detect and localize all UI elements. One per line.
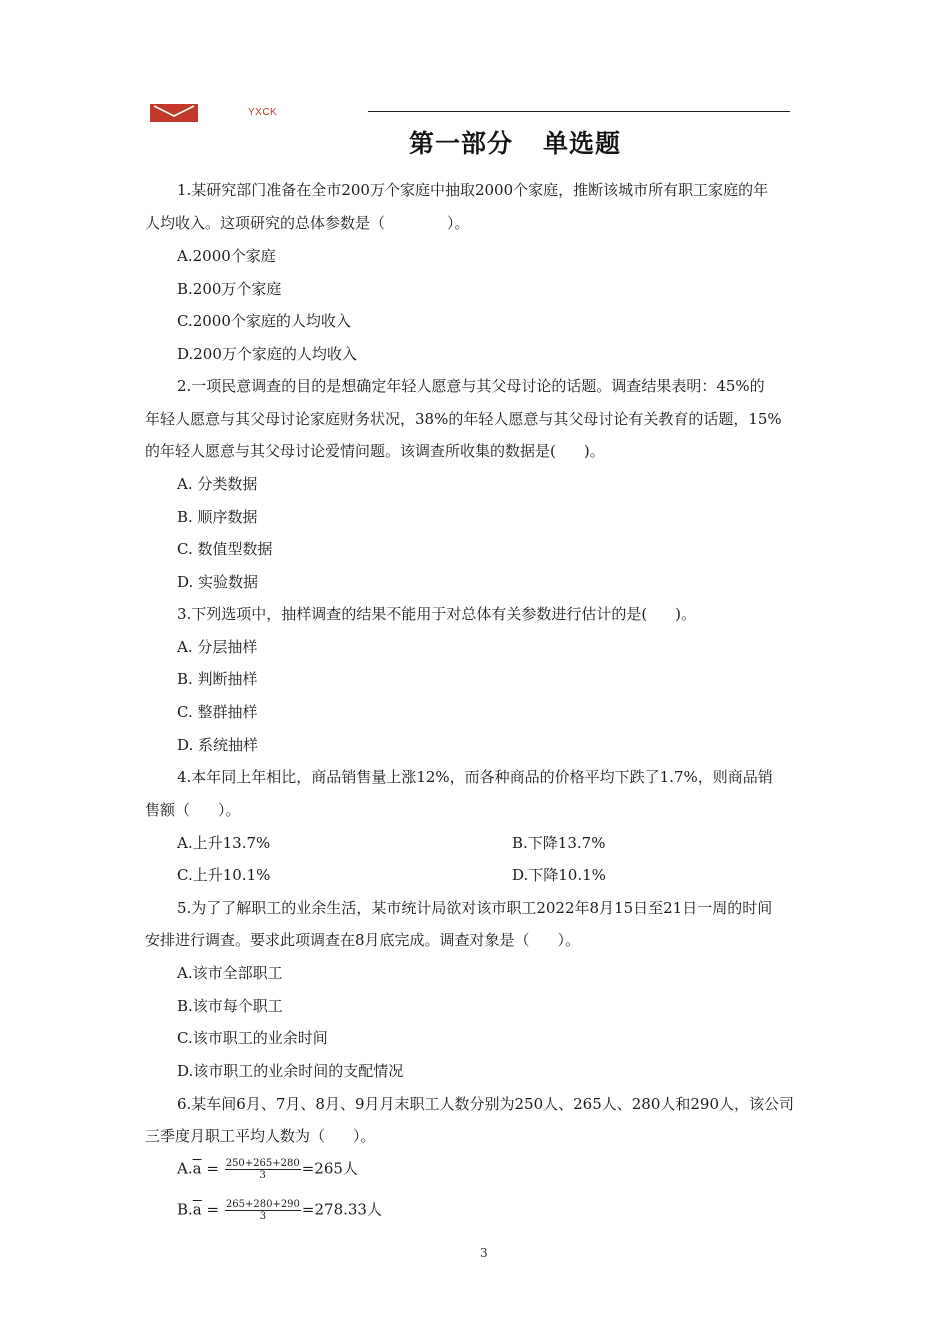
question-4-line-1: 4.本年同上年相比，商品销售量上涨12%，而各种商品的价格平均下跌了1.7%，则商品销 — [177, 768, 773, 786]
question-1-option-d[interactable]: D.200万个家庭的人均收入 — [177, 345, 357, 363]
question-6-option-b[interactable]: $B.\overline{a}$ = $\frac{265+280+290}{3}$ =278.33人 — [177, 1199, 382, 1222]
question-5-option-b[interactable]: B.该市每个职工 — [177, 997, 283, 1015]
logo-text: YXCK — [248, 107, 278, 118]
question-4-option-c[interactable]: C.上升10.1% — [177, 866, 271, 884]
section-part: 第一部分 — [408, 129, 513, 158]
mean-symbol: $\overline{a}$ — [192, 1159, 202, 1178]
logo — [150, 104, 198, 122]
page-number: 3 — [480, 1246, 488, 1260]
header-rule — [368, 111, 790, 112]
question-1-option-b[interactable]: B.200万个家庭 — [177, 280, 282, 298]
question-3-option-c[interactable]: C. 整群抽样 — [177, 703, 258, 721]
question-2-option-c[interactable]: C. 数值型数据 — [177, 540, 273, 558]
question-2-option-d[interactable]: D. 实验数据 — [177, 573, 259, 591]
fraction: $\frac{265+280+290}{3}$ — [225, 1199, 300, 1222]
question-5-option-d[interactable]: D.该市职工的业余时间的支配情况 — [177, 1062, 404, 1080]
fraction: $\frac{250+265+280}{3}$ — [225, 1158, 300, 1181]
question-1-line-2: 人均收入。这项研究的总体参数是（ ）。 — [145, 214, 470, 232]
question-5-line-2: 安排进行调查。要求此项调查在8月底完成。调查对象是（ ）。 — [145, 931, 581, 949]
question-3-option-a[interactable]: A. 分层抽样 — [177, 638, 258, 656]
question-5-option-a[interactable]: A.该市全部职工 — [177, 964, 283, 982]
section-title — [0, 124, 950, 160]
mean-symbol: $\overline{a}$ — [192, 1200, 202, 1219]
question-4-line-2: 售额（ ）。 — [145, 801, 241, 819]
question-2-line-2: 年轻人愿意与其父母讨论家庭财务状况，38%的年轻人愿意与其父母讨论有关教育的话题，15% — [145, 410, 782, 428]
question-6-option-a[interactable]: $A.\overline{a}$ = $\frac{250+265+280}{3}$ =265人 — [177, 1158, 358, 1181]
question-3-option-d[interactable]: D. 系统抽样 — [177, 736, 259, 754]
question-6-line-2: 三季度月职工平均人数为（ ）。 — [145, 1127, 376, 1145]
question-1-option-a[interactable]: A.2000个家庭 — [177, 247, 276, 265]
question-2-line-3: 的年轻人愿意与其父母讨论爱情问题。该调查所收集的数据是( )。 — [145, 442, 605, 460]
question-2-option-b[interactable]: B. 顺序数据 — [177, 508, 258, 526]
question-1-line-1: 1.某研究部门准备在全市200万个家庭中抽取2000个家庭，推断该城市所有职工家庭的年 — [177, 181, 769, 199]
question-4-option-b[interactable]: B.下降13.7% — [512, 834, 606, 852]
question-3-line-1: 3.下列选项中，抽样调查的结果不能用于对总体有关参数进行估计的是( )。 — [177, 605, 697, 623]
question-5-option-c[interactable]: C.该市职工的业余时间 — [177, 1029, 328, 1047]
question-4-option-a[interactable]: A.上升13.7% — [177, 834, 271, 852]
question-2-line-1: 2.一项民意调查的目的是想确定年轻人愿意与其父母讨论的话题。调查结果表明：45%的 — [177, 377, 765, 395]
question-5-line-1: 5.为了了解职工的业余生活，某市统计局欲对该市职工2022年8月15日至21日一周的时间 — [177, 899, 773, 917]
question-1-option-c[interactable]: C.2000个家庭的人均收入 — [177, 312, 351, 330]
question-2-option-a[interactable]: A. 分类数据 — [177, 475, 258, 493]
question-4-option-d[interactable]: D.下降10.1% — [512, 866, 606, 884]
question-3-option-b[interactable]: B. 判断抽样 — [177, 670, 258, 688]
logo-chevron-icon — [150, 104, 198, 122]
question-6-line-1: 6.某车间6月、7月、8月、9月月末职工人数分别为250人、265人、280人和290人，该公司 — [177, 1095, 795, 1113]
section-name: 单选题 — [543, 129, 622, 158]
